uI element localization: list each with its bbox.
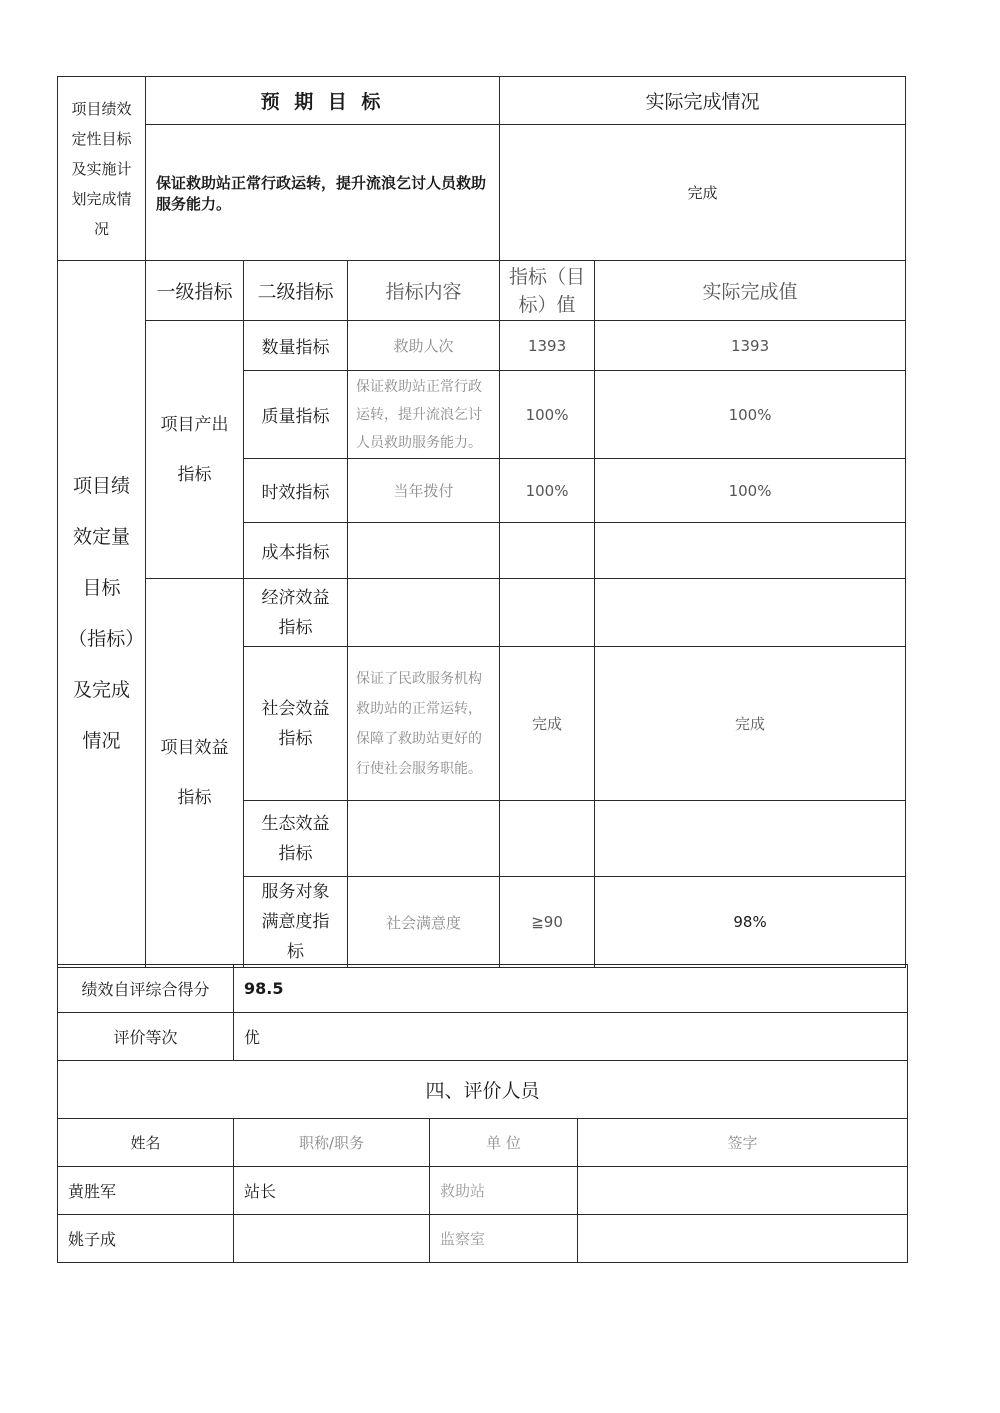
score-label: 绩效自评综合得分 — [58, 965, 234, 1013]
indicator-actual: 1393 — [595, 321, 906, 371]
evaluator-signature — [578, 1167, 908, 1215]
indicator-level2: 成本指标 — [244, 523, 348, 579]
indicator-level2: 数量指标 — [244, 321, 348, 371]
evaluator-header-signature: 签字 — [578, 1119, 908, 1167]
indicator-level2: 服务对象满意度指标 — [244, 877, 348, 968]
actual-goal-status: 完成 — [500, 125, 906, 261]
evaluator-header-name: 姓名 — [58, 1119, 234, 1167]
indicator-actual: 100% — [595, 459, 906, 523]
indicator-content: 当年拨付 — [348, 459, 500, 523]
indicator-actual — [595, 523, 906, 579]
header-actual: 实际完成值 — [595, 261, 906, 321]
evaluation-table — [57, 964, 908, 1263]
evaluator-signature — [578, 1215, 908, 1263]
indicator-level2: 质量指标 — [244, 371, 348, 459]
indicator-content: 保证了民政服务机构救助站的正常运转，保障了救助站更好的行使社会服务职能。 — [348, 647, 500, 801]
header-level2: 二级指标 — [244, 261, 348, 321]
indicator-content: 救助人次 — [348, 321, 500, 371]
indicator-target: 100% — [500, 371, 595, 459]
indicator-level2: 生态效益指标 — [244, 801, 348, 877]
indicator-content — [348, 801, 500, 877]
indicator-target: ≧90 — [500, 877, 595, 968]
indicator-content — [348, 523, 500, 579]
indicator-target — [500, 801, 595, 877]
indicator-actual — [595, 579, 906, 647]
expected-goal-header: 预 期 目 标 — [146, 77, 500, 125]
indicator-content: 保证救助站正常行政运转，提升流浪乞讨人员救助服务能力。 — [348, 371, 500, 459]
indicator-actual: 完成 — [595, 647, 906, 801]
indicator-target — [500, 579, 595, 647]
indicator-content: 社会满意度 — [348, 877, 500, 968]
indicator-target: 1393 — [500, 321, 595, 371]
indicator-target — [500, 523, 595, 579]
evaluator-title: 站长 — [234, 1167, 430, 1215]
indicator-level2: 经济效益指标 — [244, 579, 348, 647]
indicator-actual — [595, 801, 906, 877]
indicator-level2: 社会效益指标 — [244, 647, 348, 801]
evaluator-unit: 监察室 — [430, 1215, 578, 1263]
expected-goal-text: 保证救助站正常行政运转，提升流浪乞讨人员救助服务能力。 — [146, 125, 500, 261]
evaluator-header-unit: 单 位 — [430, 1119, 578, 1167]
indicator-actual: 98% — [595, 877, 906, 968]
score-value: 98.5 — [234, 965, 908, 1013]
evaluator-name: 姚子成 — [58, 1215, 234, 1263]
indicators-row-label: 项目绩效定量目标（指标）及完成情况 — [58, 261, 146, 968]
evaluator-name: 黄胜军 — [58, 1167, 234, 1215]
evaluators-section-title: 四、评价人员 — [58, 1061, 908, 1119]
goals-row-label: 项目绩效定性目标及实施计划完成情况 — [58, 77, 146, 261]
header-level1: 一级指标 — [146, 261, 244, 321]
header-target: 指标（目标）值 — [500, 261, 595, 321]
actual-status-header: 实际完成情况 — [500, 77, 906, 125]
indicator-target: 100% — [500, 459, 595, 523]
benefit-group-label: 项目效益指标 — [146, 579, 244, 968]
indicator-content — [348, 579, 500, 647]
evaluator-header-title: 职称/职务 — [234, 1119, 430, 1167]
grade-label: 评价等次 — [58, 1013, 234, 1061]
header-content: 指标内容 — [348, 261, 500, 321]
performance-table — [57, 76, 906, 968]
output-group-label: 项目产出指标 — [146, 321, 244, 579]
evaluator-title — [234, 1215, 430, 1263]
evaluator-unit: 救助站 — [430, 1167, 578, 1215]
indicator-actual: 100% — [595, 371, 906, 459]
grade-value: 优 — [234, 1013, 908, 1061]
indicator-target: 完成 — [500, 647, 595, 801]
indicator-level2: 时效指标 — [244, 459, 348, 523]
